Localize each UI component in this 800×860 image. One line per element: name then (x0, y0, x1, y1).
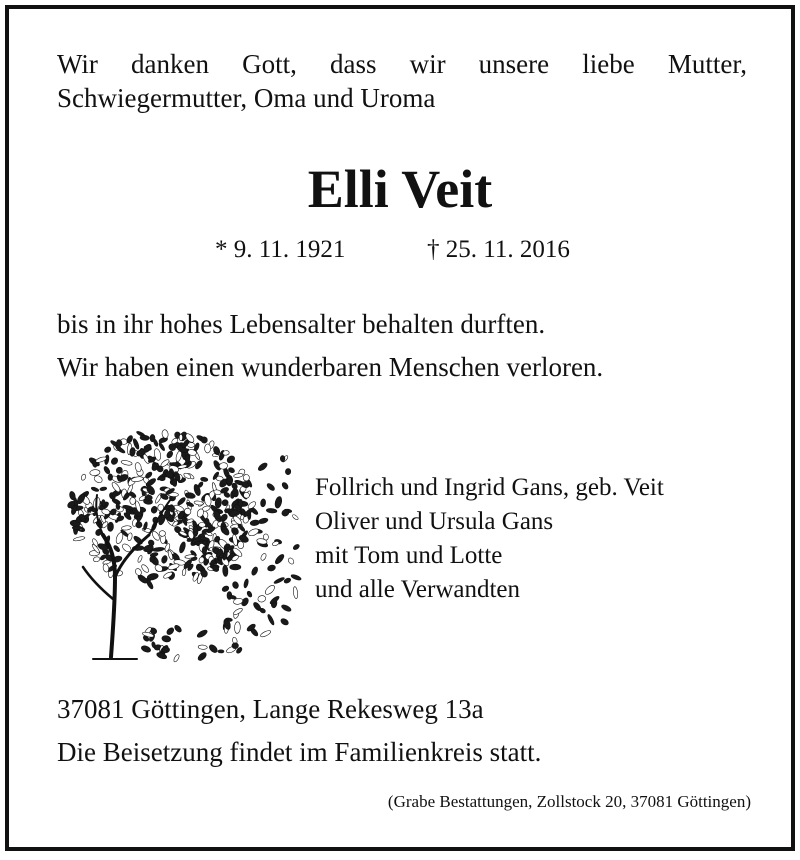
deceased-name: Elli Veit (307, 159, 493, 219)
tree-icon (53, 409, 303, 669)
family-line: und alle Verwandten (315, 576, 521, 603)
intro-line: Wir danken Gott, dass wir unsere liebe Mutter, (57, 49, 747, 79)
text-line: bis in ihr hohes Lebensalter behalten durften. (57, 309, 546, 339)
family-line: Oliver und Ursula Gans (315, 508, 554, 535)
family-members (315, 471, 664, 607)
address: 37081 Göttingen, Lange Rekesweg 13a (57, 694, 484, 724)
family-line: Follrich und Ingrid Gans, geb. Veit (315, 474, 664, 501)
intro-line: Schwiegermutter, Oma und Uroma (57, 83, 436, 113)
death-date: † 25. 11. 2016 (427, 236, 570, 263)
undertaker-info: (Grabe Bestattungen, Zollstock 20, 37081 Göttingen) (387, 792, 751, 811)
family-line: mit Tom und Lotte (315, 542, 503, 569)
text-line: Wir haben einen wunderbaren Menschen verloren. (57, 352, 604, 382)
burial-note: Die Beisetzung findet im Familienkreis statt. (57, 737, 542, 767)
birth-date: * 9. 11. 1921 (215, 236, 346, 263)
intro-text (57, 47, 747, 115)
obituary-notice (5, 5, 795, 851)
